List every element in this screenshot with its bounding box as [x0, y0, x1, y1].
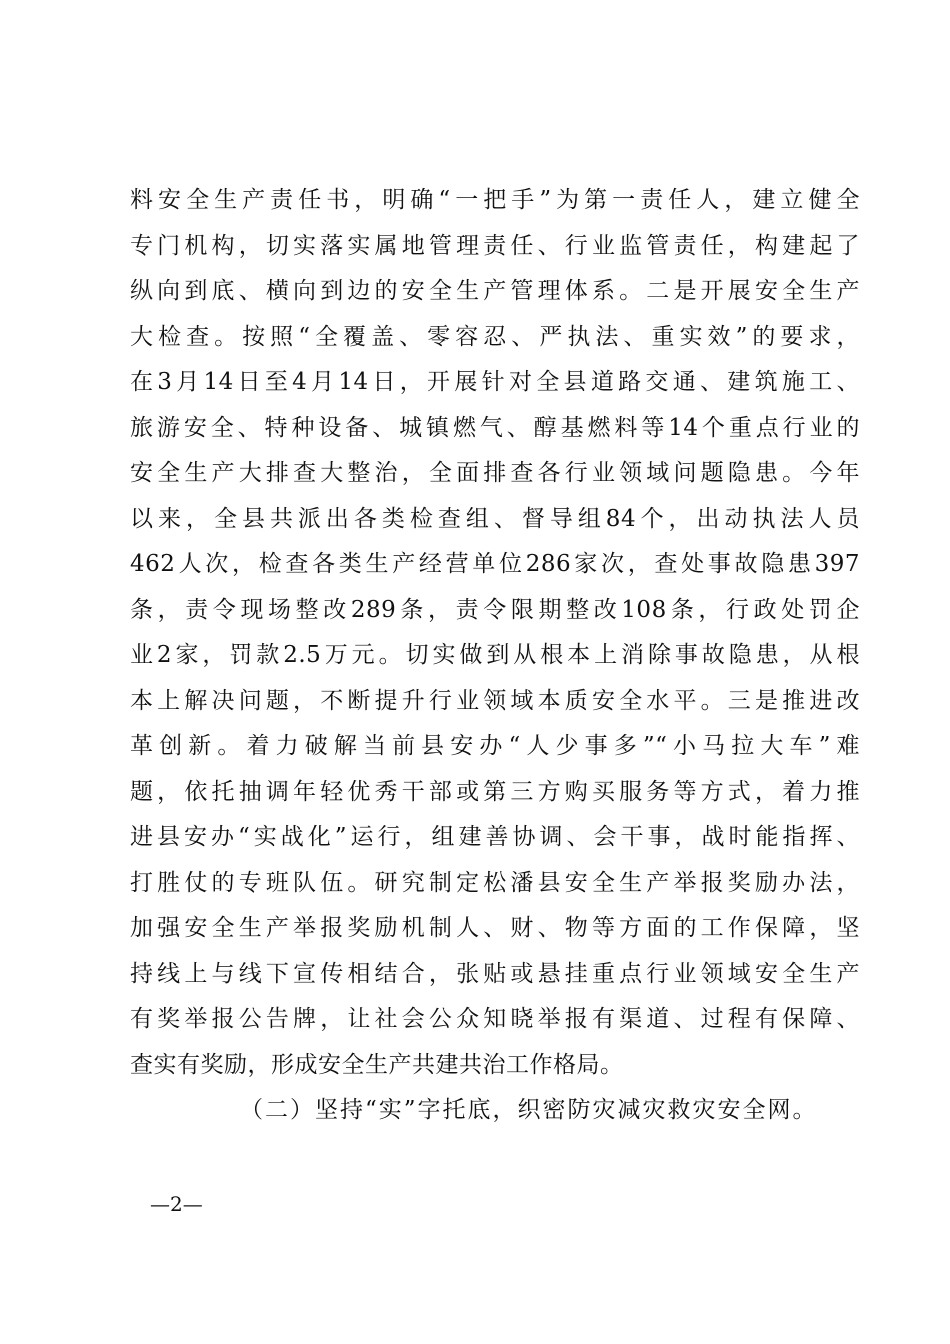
text-line: 持线上与线下宣传相结合，张贴或悬挂重点行业领域安全生产	[130, 960, 860, 987]
text-line: 进县安办“实战化”运行，组建善协调、会干事，战时能指挥、	[130, 824, 860, 850]
text-line: 题，依托抽调年轻优秀干部或第三方购买服务等方式，着力推	[130, 778, 860, 805]
text-line: 有奖举报公告牌，让社会公众知晓举报有渠道、过程有保障、	[130, 1006, 860, 1032]
text-line: 纵向到底、横向到边的安全生产管理体系。二是开展安全生产	[130, 278, 860, 304]
text-line: 旅游安全、特种设备、城镇燃气、醇基燃料等14个重点行业的	[130, 414, 860, 441]
text-line: 专门机构，切实落实属地管理责任、行业监管责任，构建起了	[130, 232, 860, 259]
text-line: 安全生产大排查大整治，全面排查各行业领域问题隐患。今年	[130, 460, 860, 486]
text-line: 462人次，检查各类生产经营单位286家次，查处事故隐患397	[130, 551, 860, 577]
text-line: 业2家，罚款2.5万元。切实做到从根本上消除事故隐患，从根	[130, 642, 860, 668]
text-line: 本上解决问题，不断提升行业领域本质安全水平。三是推进改	[130, 687, 860, 714]
text-line: 查实有奖励，形成安全生产共建共治工作格局。	[130, 1051, 624, 1078]
text-line: 加强安全生产举报奖励机制人、财、物等方面的工作保障，坚	[130, 915, 860, 941]
page-number: —2—	[150, 1192, 203, 1216]
text-line: 以来，全县共派出各类检查组、督导组84个，出动执法人员	[130, 505, 860, 532]
text-line: 在3月14日至4月14日，开展针对全县道路交通、建筑施工、	[130, 369, 860, 395]
text-line: 革创新。着力破解当前县安办“人少事多”“小马拉大车”难	[130, 733, 860, 759]
text-line: 条，责令现场整改289条，责令限期整改108条，行政处罚企	[130, 596, 860, 623]
section-heading: （二）坚持“实”字托底，织密防灾减灾救灾安全网。	[240, 1097, 818, 1123]
text-line: 打胜仗的专班队伍。研究制定松潘县安全生产举报奖励办法，	[130, 869, 860, 896]
body-paragraph	[130, 178, 860, 1134]
text-line: 料安全生产责任书，明确“一把手”为第一责任人，建立健全	[130, 187, 860, 213]
text-line: 大检查。按照“全覆盖、零容忍、严执法、重实效”的要求，	[130, 323, 860, 350]
